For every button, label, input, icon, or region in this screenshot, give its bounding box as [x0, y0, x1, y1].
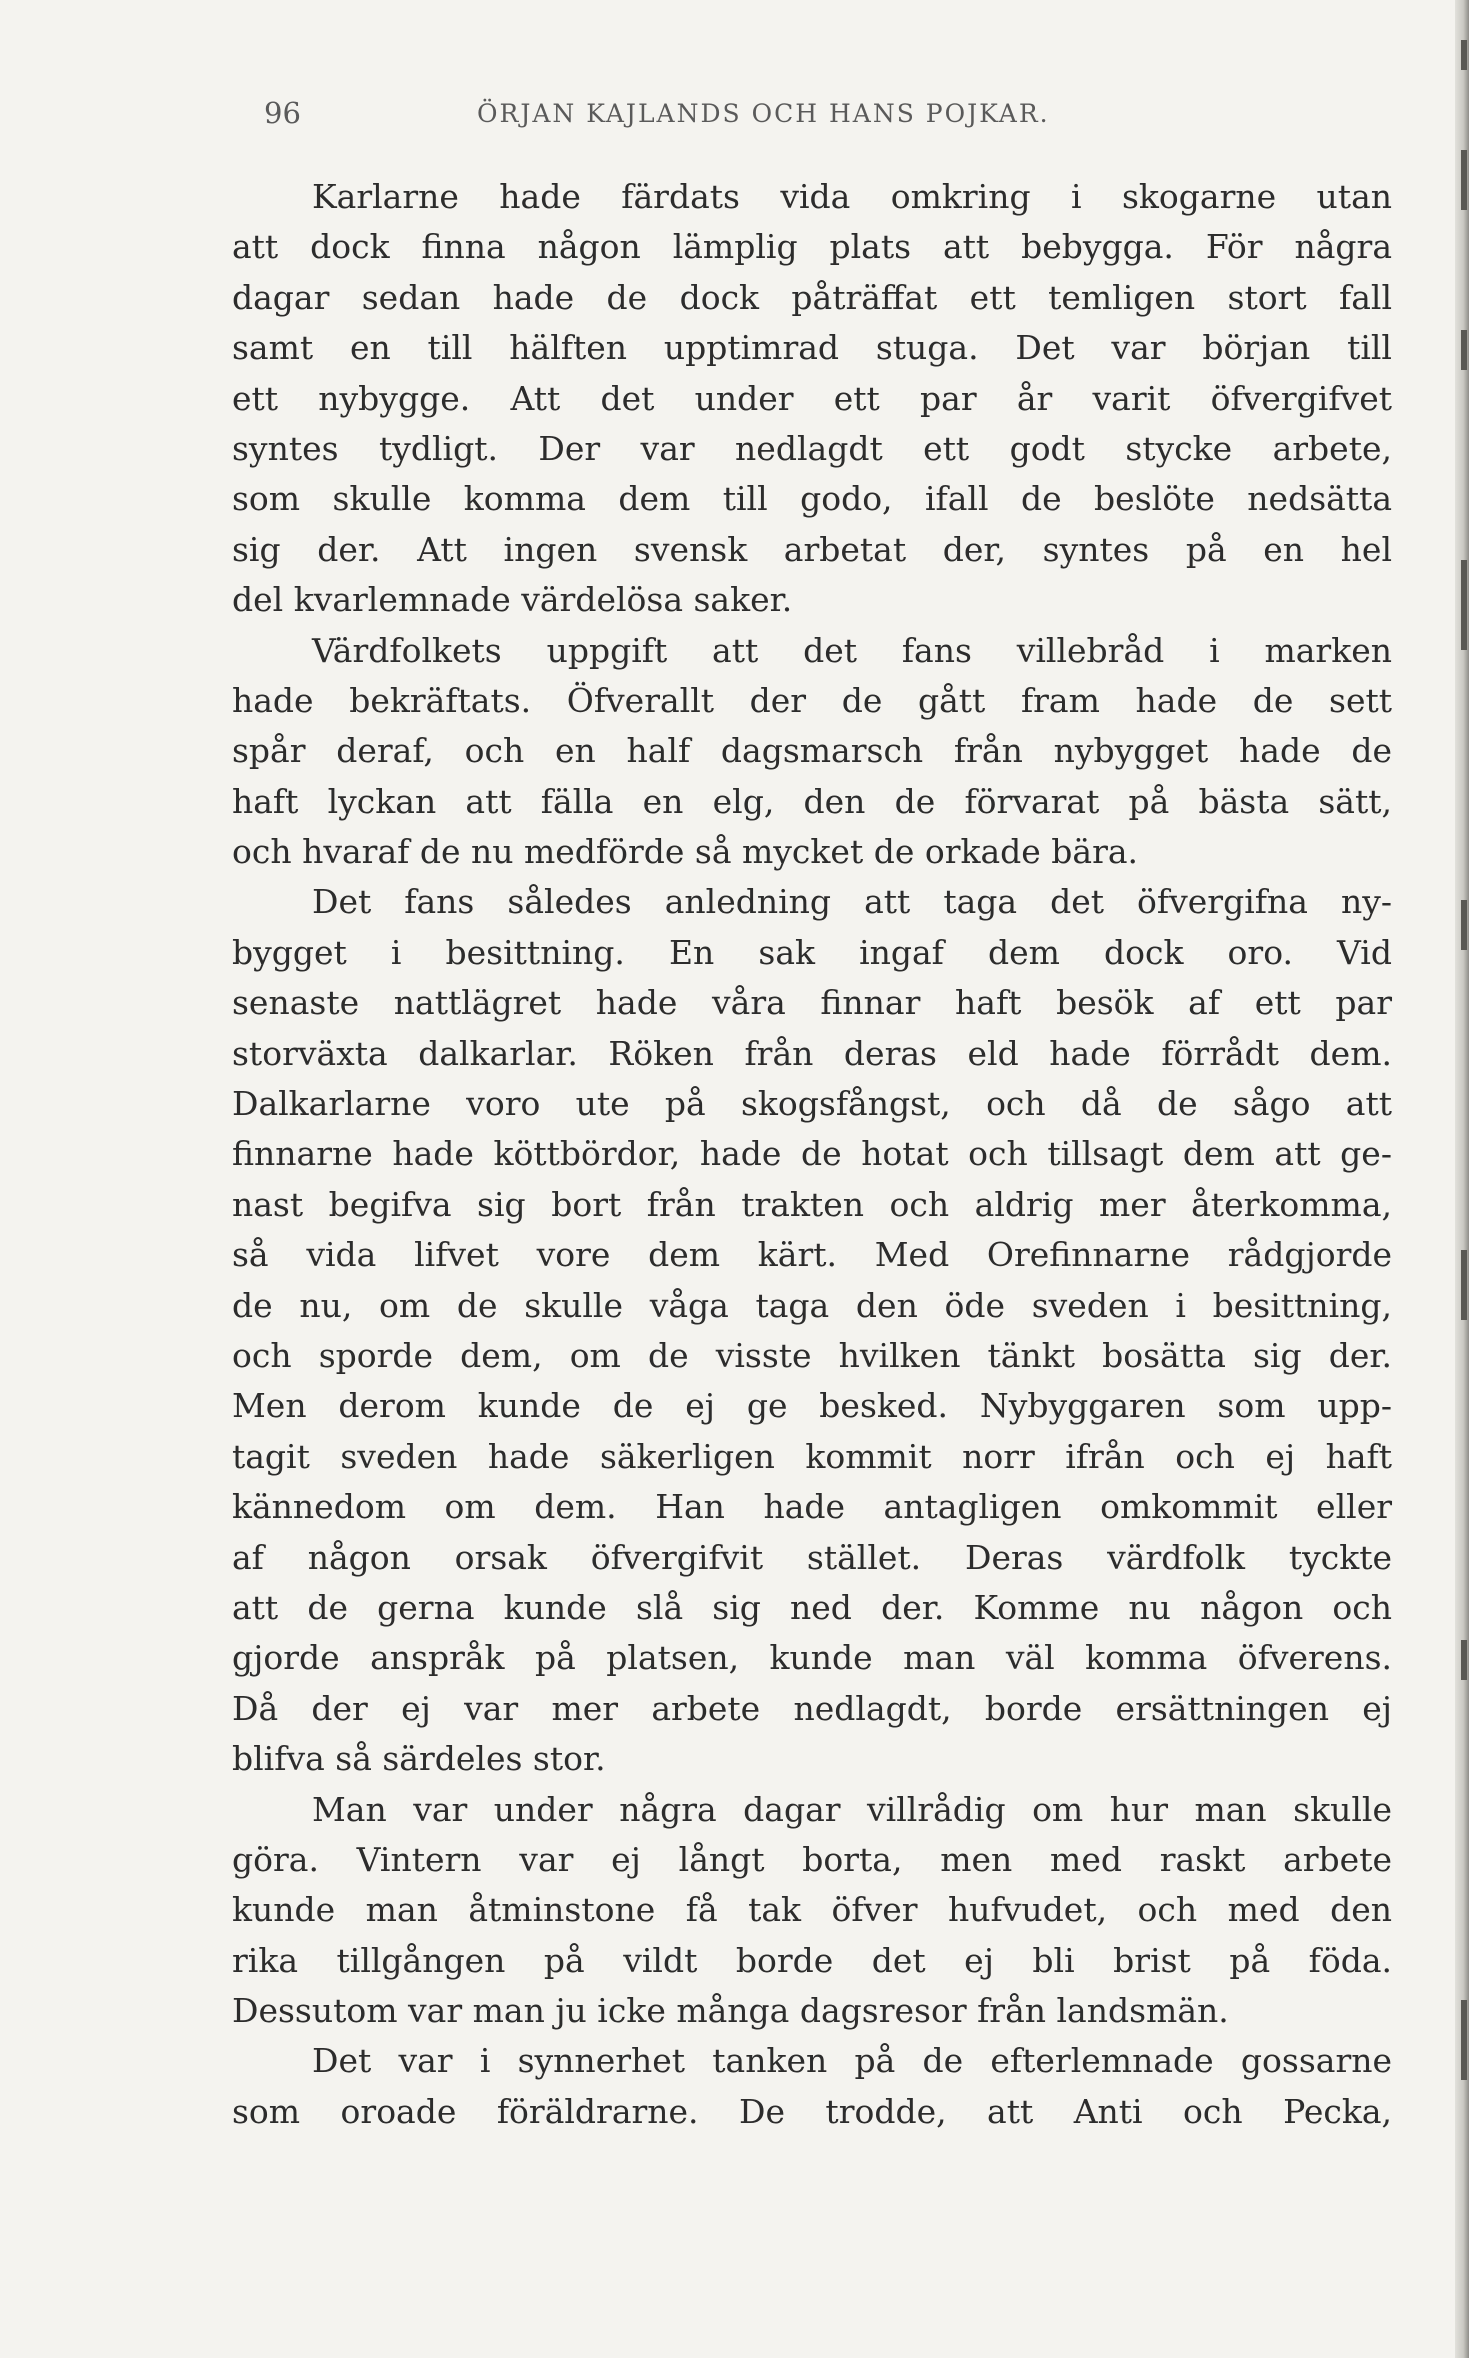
text-line: samt en till hälften upptimrad stuga. Det var början till: [232, 328, 1392, 368]
text-line: syntes tydligt. Der var nedlagdt ett godt stycke arbete,: [232, 428, 1392, 468]
text-line: Dalkarlarne voro ute på skogsfångst, och då de sågo att: [232, 1084, 1392, 1124]
text-line: del kvarlemnade värdelösa saker.: [232, 580, 793, 620]
text-line: kunde man åtminstone få tak öfver hufvudet, och med den: [232, 1890, 1392, 1930]
text-line: rika tillgången på vildt borde det ej bli brist på föda.: [232, 1940, 1392, 1980]
text-line: som oroade föräldrarne. De trodde, att Anti och Pecka,: [232, 2091, 1392, 2131]
running-title: ÖRJAN KAJLANDS OCH HANS POJKAR.: [477, 99, 1050, 128]
edge-mark: [1461, 560, 1467, 650]
text-line: och sporde dem, om de visste hvilken tänkt bosätta sig der.: [232, 1335, 1392, 1375]
text-line: Då der ej var mer arbete nedlagdt, borde ersättningen ej: [232, 1688, 1392, 1728]
page-edge: [1455, 0, 1469, 2358]
page-number: 96: [264, 96, 301, 130]
text-line: nast begifva sig bort från trakten och aldrig mer återkomma,: [232, 1184, 1392, 1224]
text-line: Värdfolkets uppgift att det fans villebråd i marken: [312, 630, 1392, 670]
text-line: senaste nattlägret hade våra finnar haft besök af ett par: [232, 983, 1392, 1023]
text-line: Det fans således anledning att taga det öfvergifna ny-: [312, 882, 1392, 922]
text-line: Det var i synnerhet tanken på de efterlemnade gossarne: [312, 2041, 1392, 2081]
text-line: göra. Vintern var ej långt borta, men med raskt arbete: [232, 1839, 1392, 1879]
text-line: att dock finna någon lämplig plats att bebygga. För några: [232, 227, 1392, 267]
text-line: blifva så särdeles stor.: [232, 1739, 606, 1779]
text-line: så vida lifvet vore dem kärt. Med Orefinnarne rådgjorde: [232, 1235, 1392, 1275]
text-line: finnarne hade köttbördor, hade de hotat och tillsagt dem att ge-: [232, 1134, 1392, 1174]
text-line: som skulle komma dem till godo, ifall de beslöte nedsätta: [232, 479, 1392, 519]
edge-mark: [1461, 150, 1467, 210]
edge-mark: [1461, 40, 1467, 70]
text-line: hade bekräftats. Öfverallt der de gått fram hade de sett: [232, 680, 1392, 720]
page-header: [232, 96, 1392, 136]
text-line: Men derom kunde de ej ge besked. Nybyggaren som upp-: [232, 1386, 1392, 1426]
text-line: ett nybygge. Att det under ett par år varit öfvergifvet: [232, 378, 1392, 418]
edge-mark: [1461, 330, 1467, 370]
text-line: sig der. Att ingen svensk arbetat der, syntes på en hel: [232, 529, 1392, 569]
body-text: [232, 172, 1392, 2137]
text-line: dagar sedan hade de dock påträffat ett temligen stort fall: [232, 277, 1392, 317]
text-line: att de gerna kunde slå sig ned der. Komme nu någon och: [232, 1587, 1392, 1627]
text-line: de nu, om de skulle våga taga den öde sveden i besittning,: [232, 1285, 1392, 1325]
edge-mark: [1461, 1640, 1467, 1680]
text-line: af någon orsak öfvergifvit stället. Deras värdfolk tyckte: [232, 1537, 1392, 1577]
edge-mark: [1461, 1250, 1467, 1320]
text-line: tagit sveden hade säkerligen kommit norr ifrån och ej haft: [232, 1436, 1392, 1476]
text-line: spår deraf, och en half dagsmarsch från nybygget hade de: [232, 731, 1392, 771]
text-line: och hvaraf de nu medförde så mycket de orkade bära.: [232, 832, 1139, 872]
text-line: storväxta dalkarlar. Röken från deras eld hade förrådt dem.: [232, 1033, 1392, 1073]
text-line: Karlarne hade färdats vida omkring i skogarne utan: [312, 177, 1392, 216]
text-line: Dessutom var man ju icke många dagsresor från landsmän.: [232, 1991, 1229, 2031]
text-line: Man var under några dagar villrådig om hur man skulle: [312, 1789, 1392, 1829]
text-line: bygget i besittning. En sak ingaf dem dock oro. Vid: [232, 932, 1392, 972]
edge-mark: [1461, 900, 1467, 950]
edge-mark: [1461, 2000, 1467, 2080]
text-line: kännedom om dem. Han hade antagligen omkommit eller: [232, 1487, 1392, 1527]
text-line: gjorde anspråk på platsen, kunde man väl komma öfverens.: [232, 1638, 1392, 1678]
text-line: haft lyckan att fälla en elg, den de förvarat på bästa sätt,: [232, 781, 1392, 821]
